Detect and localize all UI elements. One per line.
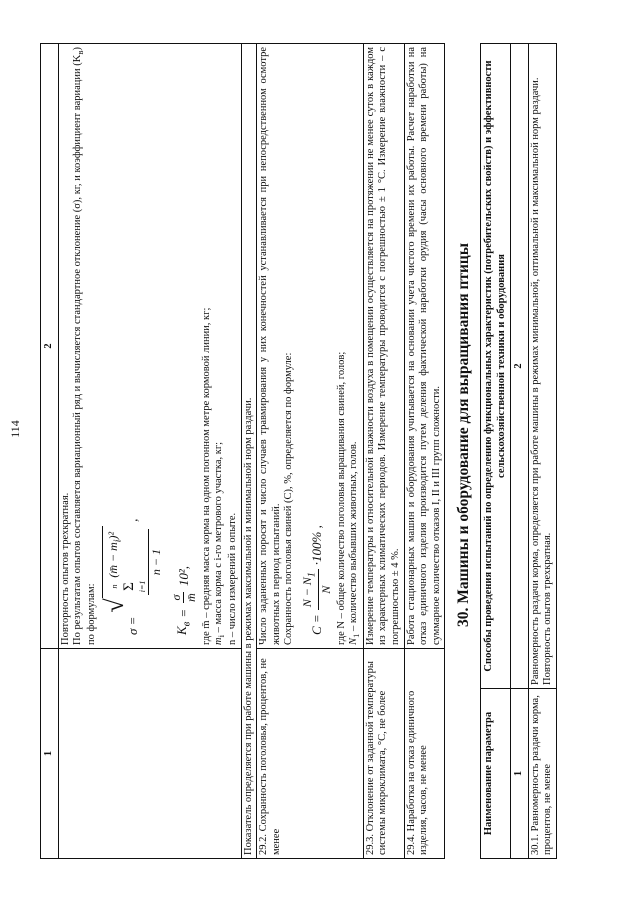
table-row	[363, 44, 404, 859]
column-number-1: 1	[511, 689, 529, 859]
header-row	[481, 44, 511, 859]
survival-formula: C = $N - N_1$ N ·100% ,	[299, 525, 334, 635]
column-number-1: 1	[41, 649, 59, 859]
table-row	[241, 44, 257, 859]
column-number-2: 2	[511, 44, 529, 689]
param-cell: 29.4. Наработка на отказ единичного изделия, часов, не менее	[404, 649, 445, 859]
method-cell: Измерение температуры и относительной влажности воздуха в помещении осуществляется на протяжении не менее суток в каждом из характерных климатических периодов. Измерение температуры проводится с погрешностью ± 1 °С. Измерение влажности – с погрешностью ± 4 %.	[363, 44, 404, 649]
param-cell: 29.3. Отклонение от заданной температуры системы микроклимата, °С, не более	[363, 649, 404, 859]
repetition-text: Повторность опытов трехкратная.	[59, 492, 71, 645]
kv-formula: $K_в$ = σ m̄ 10²,	[168, 566, 199, 635]
header-param: Наименование параметра	[481, 689, 511, 859]
method-cell: Работа стационарных машин и оборудования учитывается на основании учета чистого времени их работы. Расчет наработки на отказ единичного изделия производится путем деления фактической наработки орудия (часы основного времени работы) на суммарное количество отказов I, II и III групп сложности.	[404, 44, 445, 649]
table-row	[404, 44, 445, 859]
method-cell: Равномерность раздачи корма, определяется при работе машины в режимах минимальной, оптимальной и максимальной норм раздачи. Повторность опытов трехкратная.	[528, 44, 556, 689]
header-method: Способы проведения испытаний по определению функциональных характеристик (потребительских свойств) и эффективности сельскохозяйственной техники и оборудования	[481, 44, 511, 689]
where-mean-text: где m̄ – средняя масса корма на одном погонном метре кормовой линии, кг;	[200, 307, 212, 645]
column-number-row	[41, 44, 59, 859]
param-cell: 30.1. Равномерность раздачи корма, процентов, не менее	[528, 689, 556, 859]
where-mi-text: $m_i$ – масса корма с i-го метрового участка, кг;	[213, 441, 227, 645]
table-row	[58, 44, 241, 859]
param-cell: 29.2. Сохранность поголовья, процентов, не менее	[257, 649, 364, 859]
sqrt-icon: √	[100, 598, 130, 613]
method-cell	[58, 44, 241, 649]
sigma-formula: σ = √ n Σ i=1 (m̄ − $m_i)^2$ n − 1 ,	[100, 518, 163, 635]
table-row	[257, 44, 364, 859]
method-cell: Число заданенных поросят и число случаев травмирования у них конечностей устанавливается при непосредственном осмотре животных в период испытаний. Сохранность поголовья свиней (С), %, определяется по формуле: C = $N - N_1$ N ·100% , где N – общее количество поголовья выращивания свиней, голов; $N_1$ – количество выбывших животных, голов.	[257, 44, 364, 649]
page-number: 114	[8, 420, 22, 438]
table-row	[528, 44, 556, 859]
specs-table-continued	[40, 43, 445, 859]
poultry-table	[480, 43, 557, 859]
column-number-2: 2	[41, 44, 59, 649]
column-number-row	[511, 44, 529, 859]
section-title: 30. Машины и оборудование для выращивания птицы	[455, 243, 472, 627]
mode-note: Показатель определяется при работе машины в режимах максимальной и минимальной норм раздачи.	[241, 44, 257, 859]
where-n-text: n – число измерений в опыте.	[226, 512, 238, 645]
empty-param-cell	[58, 649, 241, 859]
variation-text: По результатам опытов составляется вариационный ряд и вычисляется стандартное отклонение (σ), кг, и коэффициент вариации $(K_в)$ по формулам:	[72, 47, 97, 645]
